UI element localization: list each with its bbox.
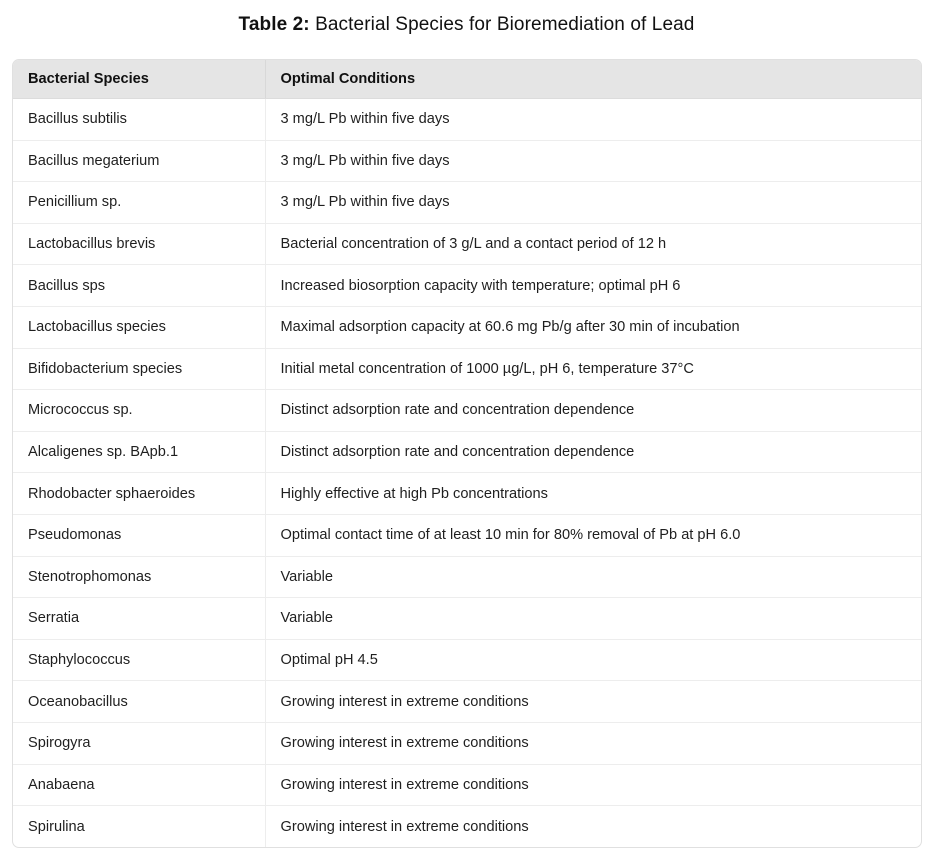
table-row [13,390,921,432]
cell-optimal-conditions: Maximal adsorption capacity at 60.6 mg Pb/g after 30 min of incubation [265,306,921,348]
cell-bacterial-species: Bacillus subtilis [13,99,265,141]
table-row [13,223,921,265]
table-row [13,598,921,640]
cell-optimal-conditions: Increased biosorption capacity with temperature; optimal pH 6 [265,265,921,307]
cell-optimal-conditions: Highly effective at high Pb concentrations [265,473,921,515]
cell-bacterial-species: Stenotrophomonas [13,556,265,598]
table-caption-text: Bacterial Species for Bioremediation of Lead [315,14,695,35]
table-row [13,473,921,515]
table-caption [0,0,933,37]
table-row [13,306,921,348]
cell-optimal-conditions: 3 mg/L Pb within five days [265,99,921,141]
table-row [13,764,921,806]
table-row [13,431,921,473]
table-row [13,265,921,307]
cell-optimal-conditions: Optimal contact time of at least 10 min for 80% removal of Pb at pH 6.0 [265,514,921,556]
cell-bacterial-species: Oceanobacillus [13,681,265,723]
cell-bacterial-species: Micrococcus sp. [13,390,265,432]
cell-bacterial-species: Staphylococcus [13,639,265,681]
cell-bacterial-species: Lactobacillus species [13,306,265,348]
cell-bacterial-species: Serratia [13,598,265,640]
cell-optimal-conditions: Variable [265,556,921,598]
cell-bacterial-species: Anabaena [13,764,265,806]
cell-optimal-conditions: Optimal pH 4.5 [265,639,921,681]
table-row [13,348,921,390]
bacterial-species-table [13,60,921,847]
table-header-row [13,60,921,99]
table-row [13,514,921,556]
cell-optimal-conditions: Distinct adsorption rate and concentration dependence [265,431,921,473]
table-container [12,59,922,848]
cell-optimal-conditions: Growing interest in extreme conditions [265,764,921,806]
cell-optimal-conditions: 3 mg/L Pb within five days [265,140,921,182]
cell-optimal-conditions: Initial metal concentration of 1000 µg/L, pH 6, temperature 37°C [265,348,921,390]
table-row [13,182,921,224]
table-row [13,722,921,764]
table-row [13,140,921,182]
table-row [13,99,921,141]
cell-bacterial-species: Penicillium sp. [13,182,265,224]
table-row [13,806,921,848]
cell-optimal-conditions: Growing interest in extreme conditions [280,818,529,835]
cell-optimal-conditions: 3 mg/L Pb within five days [265,182,921,224]
cell-bacterial-species: Bacillus sps [13,265,265,307]
cell-bacterial-species: Bacillus megaterium [13,140,265,182]
table-header [13,60,921,99]
table-caption-label: Table 2: [238,14,310,35]
table-row [13,639,921,681]
table-row [13,681,921,723]
cell-optimal-conditions: Growing interest in extreme conditions [265,681,921,723]
cell-optimal-conditions: Variable [265,598,921,640]
table-row [13,556,921,598]
table-body [13,99,921,848]
cell-bacterial-species: Spirulina [13,806,265,848]
cell-bacterial-species: Alcaligenes sp. BApb.1 [13,431,265,473]
cell-optimal-conditions: Distinct adsorption rate and concentration dependence [265,390,921,432]
cell-bacterial-species: Pseudomonas [13,514,265,556]
column-header-bacterial-species: Bacterial Species [13,60,265,99]
cell-bacterial-species: Lactobacillus brevis [13,223,265,265]
cell-bacterial-species: Spirogyra [13,722,265,764]
cell-optimal-conditions: Growing interest in extreme conditions [265,722,921,764]
cell-optimal-conditions: Bacterial concentration of 3 g/L and a contact period of 12 h [265,223,921,265]
column-header-optimal-conditions: Optimal Conditions [265,60,921,99]
cell-bacterial-species: Bifidobacterium species [13,348,265,390]
cell-bacterial-species: Rhodobacter sphaeroides [13,473,265,515]
